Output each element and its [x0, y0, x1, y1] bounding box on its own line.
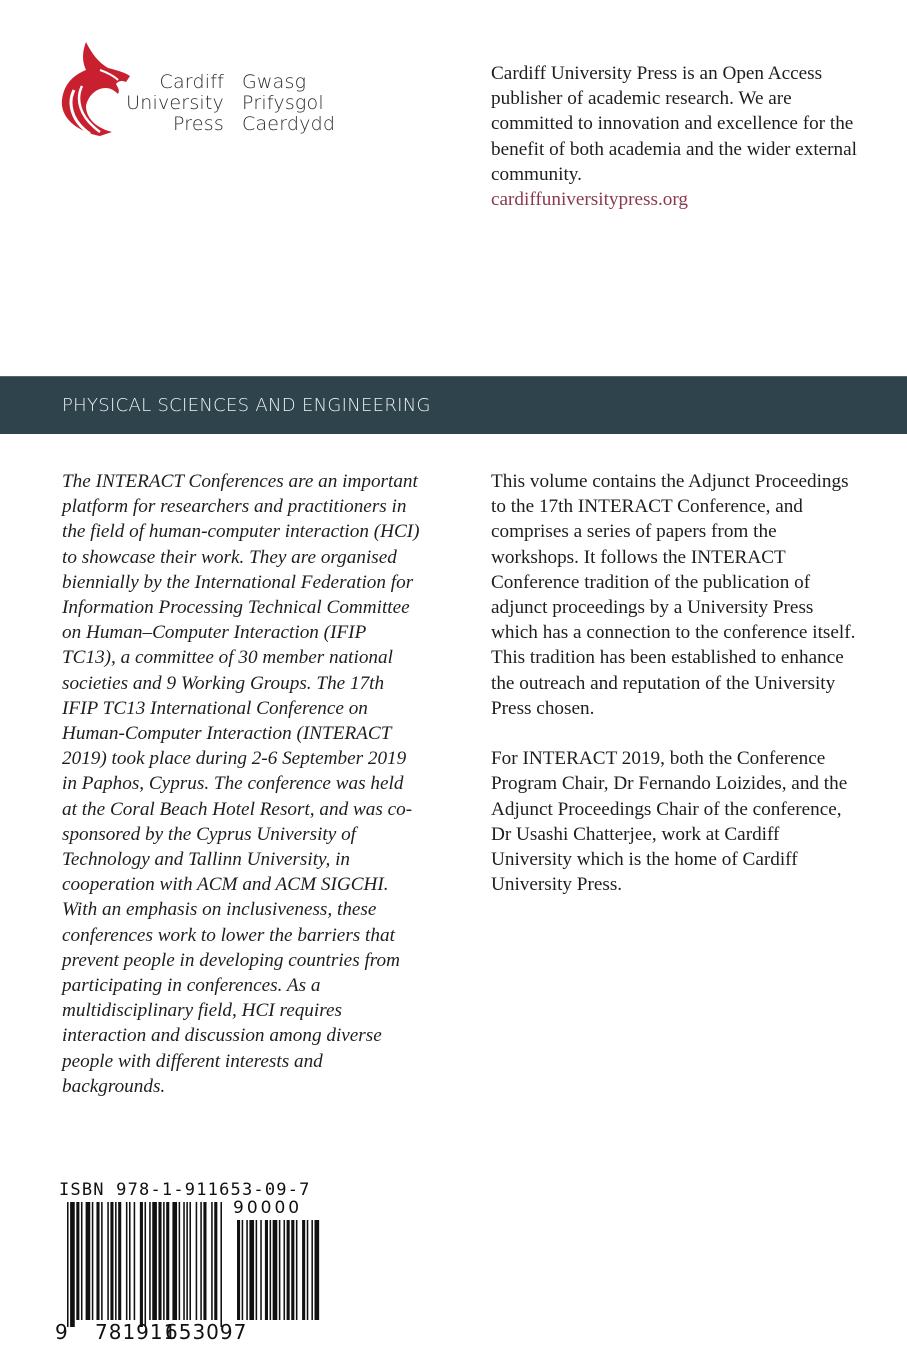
- barcode-bar: [166, 1202, 169, 1320]
- barcode-bar: [242, 1220, 244, 1320]
- barcode-bar: [220, 1202, 222, 1327]
- isbn-label: ISBN 978-1-911653-09-7: [59, 1180, 311, 1200]
- barcode-bar: [145, 1202, 147, 1327]
- barcode-bar: [279, 1220, 281, 1320]
- logo-line: Cardiff: [159, 71, 224, 93]
- barcode-bar: [152, 1202, 157, 1320]
- logo-line: University: [126, 92, 224, 114]
- barcode-bar: [96, 1202, 99, 1320]
- barcode-bar: [163, 1202, 165, 1320]
- logo-line: Gwasg: [242, 71, 307, 93]
- barcode-bar: [200, 1202, 202, 1320]
- barcode-bar: [211, 1202, 213, 1320]
- barcode-bar: [115, 1202, 117, 1320]
- barcode-bar: [260, 1220, 262, 1320]
- ean-lead-digit: 9: [55, 1320, 68, 1344]
- barcode-bar: [237, 1220, 240, 1320]
- barcode-bar: [129, 1202, 131, 1320]
- logo-text-welsh: [242, 72, 335, 135]
- volume-description: [491, 469, 861, 897]
- barcode-bar: [107, 1202, 109, 1320]
- barcode-bar: [189, 1202, 191, 1320]
- barcode-bar: [311, 1220, 313, 1320]
- barcode-bar: [101, 1202, 103, 1320]
- publisher-blurb: [491, 61, 861, 212]
- barcode-bar: [70, 1202, 75, 1327]
- barcode-bar: [273, 1220, 278, 1320]
- barcode-bar: [183, 1202, 185, 1320]
- barcode-bar: [81, 1202, 83, 1320]
- chairs-paragraph: For INTERACT 2019, both the Conference Program Chair, Dr Fernando Loizides, and the Adjunct Proceedings Chair of the conference, Dr Usashi Chatterjee, work at Cardiff University which is the home of Cardiff University Press.: [491, 748, 848, 896]
- barcode-bar: [256, 1220, 258, 1320]
- conference-paragraph: The INTERACT Conferences are an important platform for researchers and practitioners in the field of human-computer interaction (HCI) to showcase their work. They are organised biennially by the International Federation for Information Processing Technical Committee on Human–Computer Interaction (IFIP TC13), a committee of 30 member national societies and 9 Working Groups. The 17th IFIP TC13 International Conference on Human-Computer Interaction (INTERACT 2019) took place during 2-6 September 2019 in Paphos, Cyprus. The conference was held at the Coral Beach Hotel Resort, and was co-sponsored by the Cyprus University of Technology and Tallinn University, in cooperation with ACM and ACM SIGCHI. With an emphasis on inclusiveness, these conferences work to lower the barriers that prevent people in developing countries from participating in conferences. As a multidisciplinary field, HCI requires interaction and discussion among diverse people with different interests and backgrounds.: [62, 471, 420, 1097]
- barcode-bar: [110, 1202, 113, 1320]
- conference-description: [62, 469, 422, 1099]
- barcode-bar: [265, 1220, 268, 1320]
- logo-text-english: [120, 72, 224, 135]
- barcode-bar: [76, 1202, 79, 1320]
- barcode-bar: [307, 1220, 309, 1320]
- addon-digits: 90000: [233, 1198, 303, 1218]
- barcode-bar: [67, 1202, 69, 1327]
- barcode-bar: [284, 1220, 286, 1320]
- barcode-bar: [134, 1202, 136, 1320]
- ean-group-2: 653097: [165, 1320, 248, 1344]
- barcode-bar: [246, 1220, 248, 1320]
- barcode-bar: [92, 1202, 94, 1320]
- barcode-bar: [86, 1202, 91, 1320]
- publisher-website-link[interactable]: cardiffuniversitypress.org: [491, 189, 688, 211]
- barcode-bar: [203, 1202, 206, 1320]
- logo-line: Caerdydd: [242, 113, 336, 135]
- publisher-description: Cardiff University Press is an Open Access publisher of academic research. We are committed to innovation and excellence for the benefit of both academia and the wider external community.: [491, 63, 857, 185]
- barcode-bar: [291, 1220, 294, 1320]
- barcode-bar: [149, 1202, 151, 1320]
- barcode-bar: [214, 1202, 217, 1320]
- logo-line: Press: [172, 113, 224, 135]
- barcode-bar: [172, 1202, 177, 1320]
- barcode-bar: [196, 1202, 198, 1320]
- barcode-bar: [186, 1202, 188, 1320]
- barcode-bar: [118, 1202, 121, 1320]
- barcode-bar: [296, 1220, 298, 1320]
- barcode-bar: [315, 1220, 320, 1320]
- logo-line: Prifysgol: [242, 92, 324, 114]
- barcode-bar: [302, 1220, 305, 1320]
- subject-category-band: [0, 376, 907, 434]
- barcode-bar: [270, 1220, 272, 1320]
- barcode-bar: [249, 1220, 254, 1320]
- barcode-bar: [158, 1202, 161, 1320]
- isbn-barcode: [55, 1180, 325, 1350]
- barcode-bar: [287, 1220, 290, 1320]
- publisher-logo: [56, 40, 356, 140]
- barcode-bar: [140, 1202, 143, 1327]
- barcode-bar: [126, 1202, 128, 1320]
- subject-category-label: PHYSICAL SCIENCES AND ENGINEERING: [62, 395, 431, 416]
- ean-group-1: 781911: [95, 1320, 178, 1344]
- volume-paragraph: This volume contains the Adjunct Proceedings to the 17th INTERACT Conference, and comprises a series of papers from the workshops. It follows the INTERACT Conference tradition of the publication of adjunct proceedings by a University Press which has a connection to the conference itself. This tradition has been established to enhance the outreach and reputation of the University Press chosen.: [491, 471, 856, 719]
- barcode-bar: [179, 1202, 181, 1320]
